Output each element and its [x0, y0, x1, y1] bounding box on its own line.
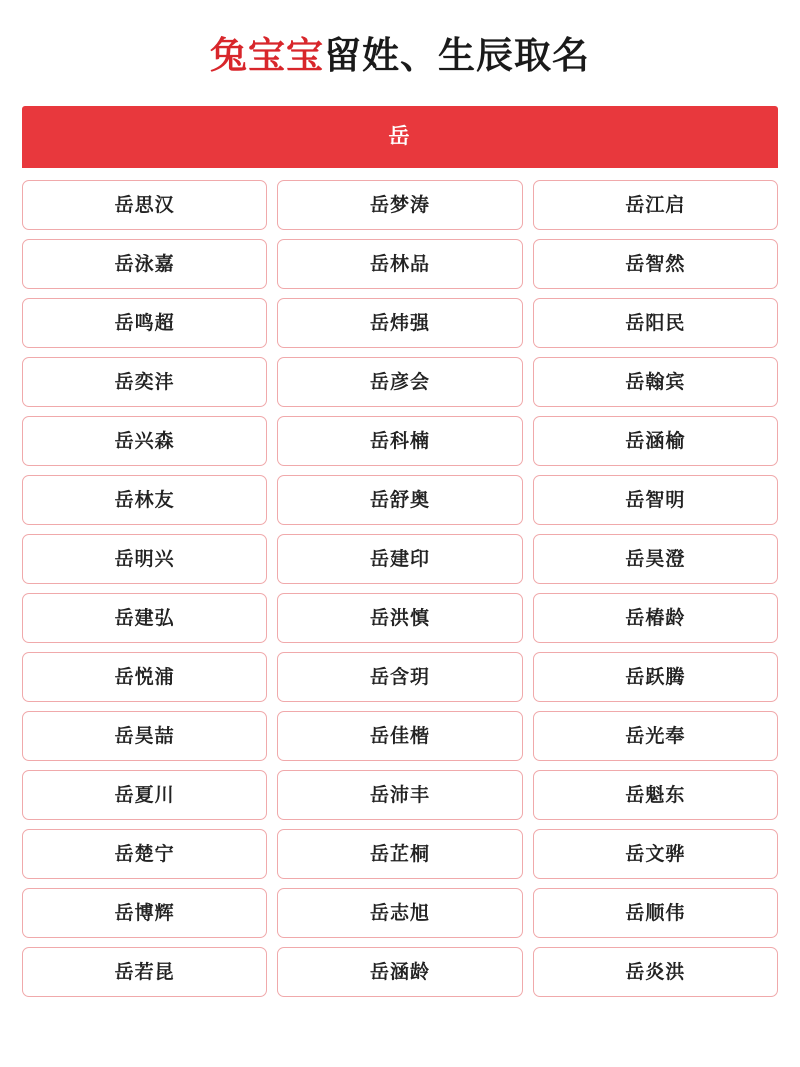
name-cell[interactable]: 岳智明: [533, 475, 778, 525]
name-cell[interactable]: 岳建弘: [22, 593, 267, 643]
name-cell[interactable]: 岳跃腾: [533, 652, 778, 702]
page-title: [22, 0, 778, 106]
name-cell[interactable]: 岳林友: [22, 475, 267, 525]
name-cell[interactable]: 岳沛丰: [277, 770, 522, 820]
name-cell[interactable]: 岳思汉: [22, 180, 267, 230]
name-cell[interactable]: 岳夏川: [22, 770, 267, 820]
name-cell[interactable]: 岳昊喆: [22, 711, 267, 761]
name-cell[interactable]: 岳彦会: [277, 357, 522, 407]
name-cell[interactable]: 岳文骅: [533, 829, 778, 879]
page-title-highlight: 兔宝宝: [210, 35, 324, 76]
name-cell[interactable]: 岳建印: [277, 534, 522, 584]
name-cell[interactable]: 岳炎洪: [533, 947, 778, 997]
name-cell[interactable]: 岳椿龄: [533, 593, 778, 643]
name-cell[interactable]: 岳明兴: [22, 534, 267, 584]
name-cell[interactable]: 岳科楠: [277, 416, 522, 466]
name-cell[interactable]: 岳魁东: [533, 770, 778, 820]
name-cell[interactable]: 岳佳楷: [277, 711, 522, 761]
name-cell[interactable]: 岳林品: [277, 239, 522, 289]
name-cell[interactable]: 岳兴森: [22, 416, 267, 466]
name-cell[interactable]: 岳芷桐: [277, 829, 522, 879]
name-cell[interactable]: 岳洪慎: [277, 593, 522, 643]
name-cell[interactable]: 岳炜强: [277, 298, 522, 348]
name-cell[interactable]: 岳智然: [533, 239, 778, 289]
name-grid: [22, 168, 778, 997]
name-cell[interactable]: 岳悦浦: [22, 652, 267, 702]
name-cell[interactable]: 岳光奉: [533, 711, 778, 761]
name-cell[interactable]: 岳鸣超: [22, 298, 267, 348]
name-cell[interactable]: 岳顺伟: [533, 888, 778, 938]
name-cell[interactable]: 岳博辉: [22, 888, 267, 938]
name-cell[interactable]: 岳翰宾: [533, 357, 778, 407]
name-cell[interactable]: 岳梦涛: [277, 180, 522, 230]
name-cell[interactable]: 岳若昆: [22, 947, 267, 997]
name-cell[interactable]: 岳阳民: [533, 298, 778, 348]
name-cell[interactable]: 岳涵榆: [533, 416, 778, 466]
surname-header: 岳: [22, 106, 778, 168]
name-cell[interactable]: 岳奕沣: [22, 357, 267, 407]
name-cell[interactable]: 岳江启: [533, 180, 778, 230]
name-cell[interactable]: 岳涵龄: [277, 947, 522, 997]
name-cell[interactable]: 岳泳嘉: [22, 239, 267, 289]
name-cell[interactable]: 岳楚宁: [22, 829, 267, 879]
name-cell[interactable]: 岳志旭: [277, 888, 522, 938]
name-cell[interactable]: 岳舒奥: [277, 475, 522, 525]
page-title-rest: 留姓、生辰取名: [324, 35, 590, 76]
name-cell[interactable]: 岳昊澄: [533, 534, 778, 584]
name-cell[interactable]: 岳含玥: [277, 652, 522, 702]
